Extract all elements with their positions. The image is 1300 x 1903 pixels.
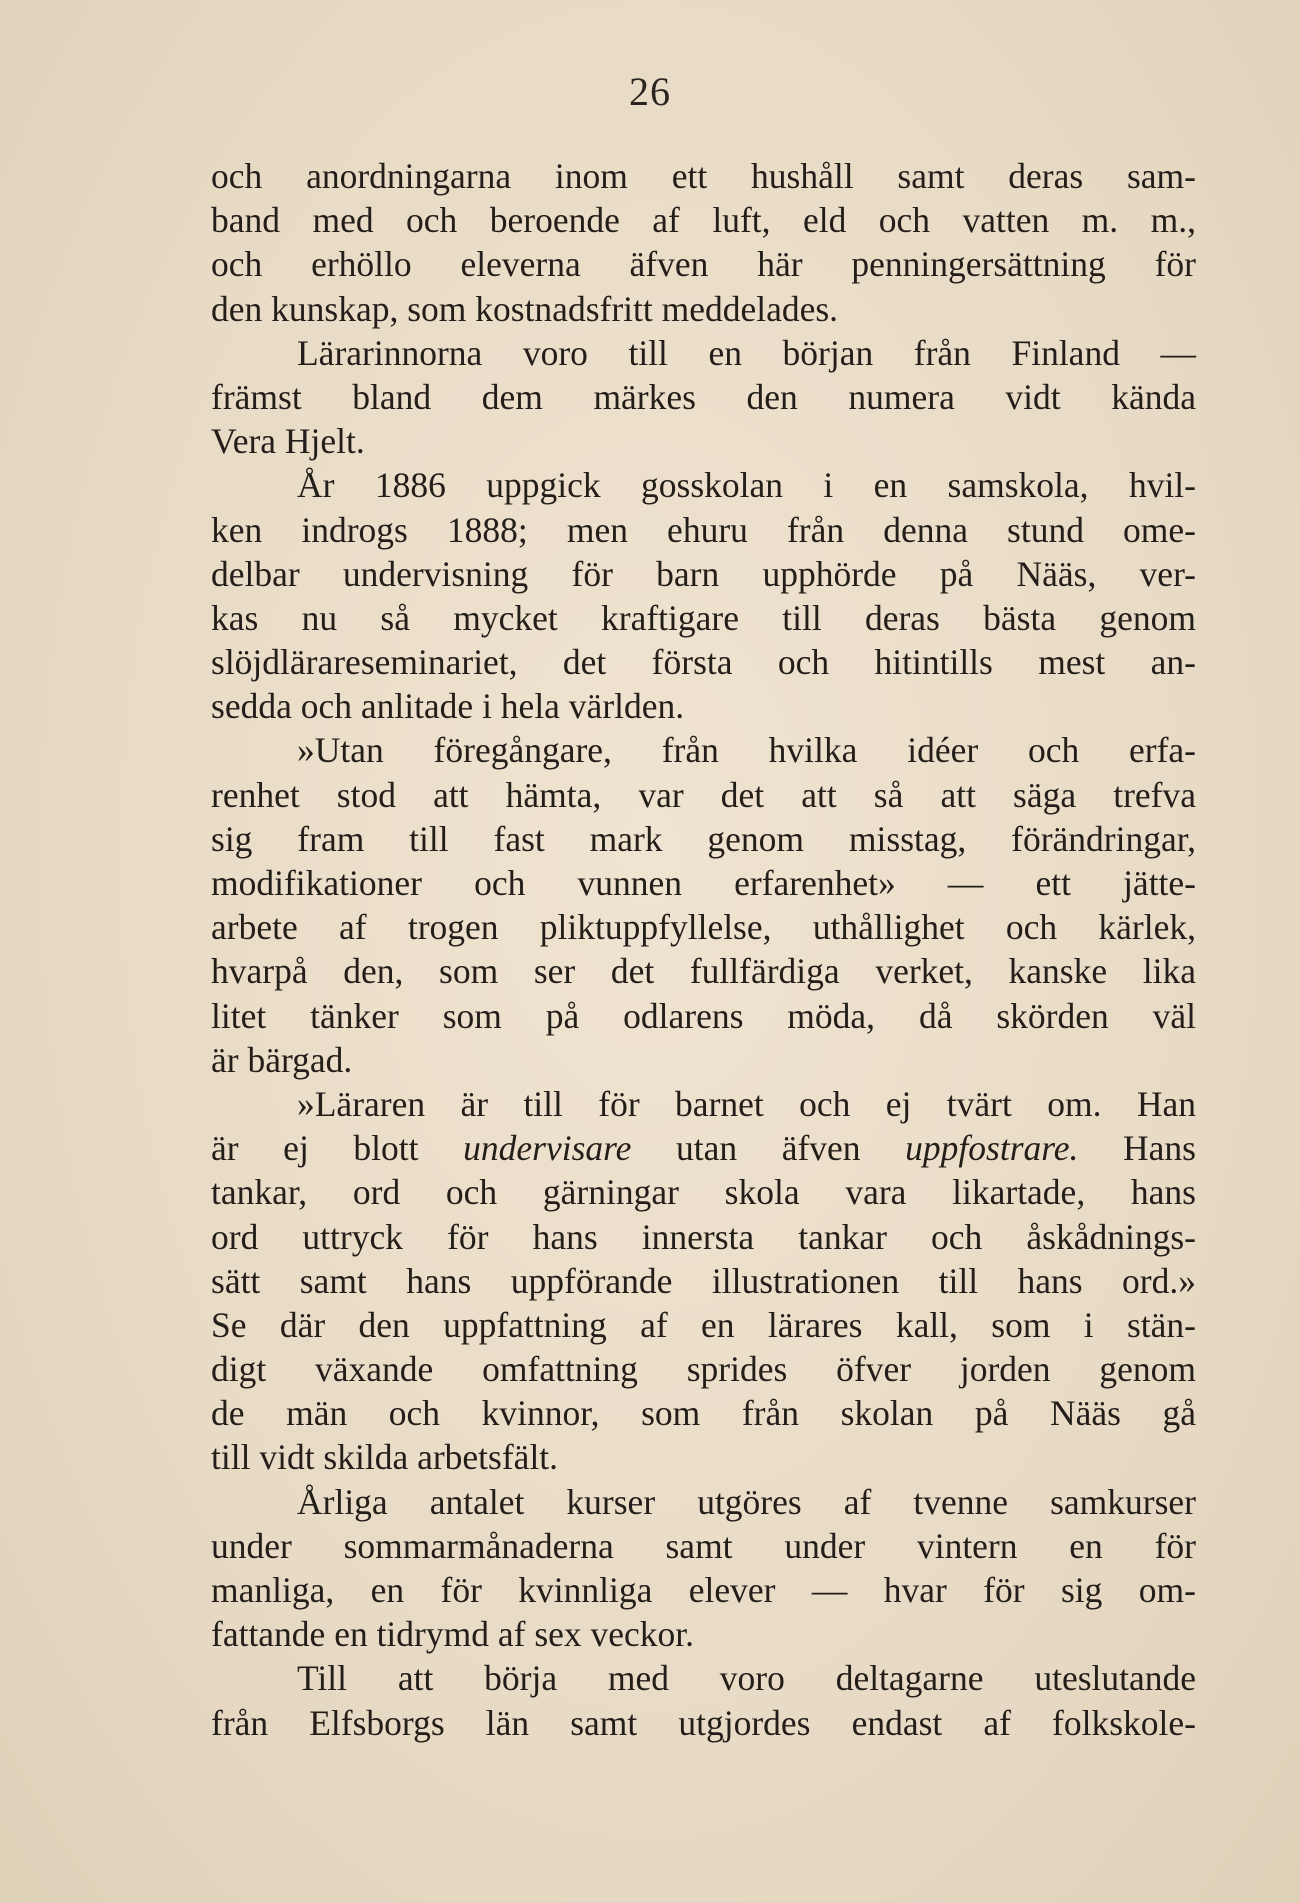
text-line: År 1886 uppgick gosskolan i en samskola, hvil-: [297, 465, 1196, 506]
text-line: från Elfsborgs län samt utgjordes endast af folkskole-: [211, 1702, 1196, 1743]
text-line: Lärarinnorna voro till en början från Finland —: [297, 332, 1196, 373]
text-segment: Hans: [1123, 1128, 1196, 1169]
italic-term: uppfostrare.: [905, 1128, 1079, 1169]
text-line: arbete af trogen pliktuppfyllelse, uthållighet och kärlek,: [211, 907, 1196, 948]
text-line: till vidt skilda arbetsfält.: [211, 1437, 559, 1478]
text-line: tankar, ord och gärningar skola vara likartade, hans: [211, 1172, 1196, 1213]
text-line: och erhöllo eleverna äfven här penningersättning för: [211, 244, 1196, 285]
text-line: Se där den uppfattning af en lärares kall, som i stän-: [211, 1304, 1196, 1345]
italic-term: undervisare: [463, 1128, 632, 1169]
text-line: litet tänker som på odlarens möda, då skörden väl: [211, 995, 1196, 1036]
text-segment: är ej blott: [211, 1128, 419, 1169]
text-line: hvarpå den, som ser det fullfärdiga verket, kanske lika: [211, 951, 1196, 992]
text-line: Årliga antalet kurser utgöres af tvenne samkurser: [297, 1481, 1196, 1522]
page-number: 26: [629, 69, 671, 114]
text-line: renhet stod att hämta, var det att så att säga trefva: [211, 774, 1196, 815]
text-line: sedda och anlitade i hela världen.: [211, 686, 685, 727]
text-line: den kunskap, som kostnadsfritt meddelades.: [211, 288, 839, 329]
text-line: Till att börja med voro deltagarne uteslutande: [297, 1658, 1196, 1699]
text-line: digt växande omfattning sprides öfver jorden genom: [211, 1349, 1196, 1390]
text-line: sätt samt hans uppförande illustrationen till hans ord.»: [211, 1260, 1196, 1301]
text-segment: utan äfven: [676, 1128, 861, 1169]
text-line: »Läraren är till för barnet och ej tvärt om. Han: [297, 1083, 1196, 1124]
text-line: Vera Hjelt.: [211, 421, 365, 462]
text-line: slöjdlärareseminariet, det första och hitintills mest an-: [211, 642, 1196, 683]
text-line: de män och kvinnor, som från skolan på Nääs gå: [211, 1393, 1196, 1434]
text-line-with-italics: [211, 1126, 1196, 1170]
text-line: delbar undervisning för barn upphörde på Nääs, ver-: [211, 553, 1196, 594]
text-line: fattande en tidrymd af sex veckor.: [211, 1614, 695, 1655]
body-text: [211, 154, 1196, 1745]
text-line: är bärgad.: [211, 1039, 353, 1080]
text-line: »Utan föregångare, från hvilka idéer och erfa-: [297, 730, 1196, 771]
text-line: modifikationer och vunnen erfarenhet» — ett jätte-: [211, 863, 1196, 903]
text-line: ord uttryck för hans innersta tankar och åskådnings-: [211, 1216, 1196, 1257]
text-line: sig fram till fast mark genom misstag, förändringar,: [211, 818, 1196, 859]
text-line: ken indrogs 1888; men ehuru från denna stund ome-: [211, 509, 1196, 550]
text-line: band med och beroende af luft, eld och vatten m. m.,: [211, 200, 1196, 241]
text-line: manliga, en för kvinnliga elever — hvar för sig om-: [211, 1570, 1196, 1610]
text-line: under sommarmånaderna samt under vintern en för: [211, 1525, 1196, 1566]
text-line: kas nu så mycket kraftigare till deras bästa genom: [211, 597, 1196, 638]
text-line: och anordningarna inom ett hushåll samt deras sam-: [211, 156, 1196, 196]
text-line: främst bland dem märkes den numera vidt kända: [211, 376, 1196, 417]
